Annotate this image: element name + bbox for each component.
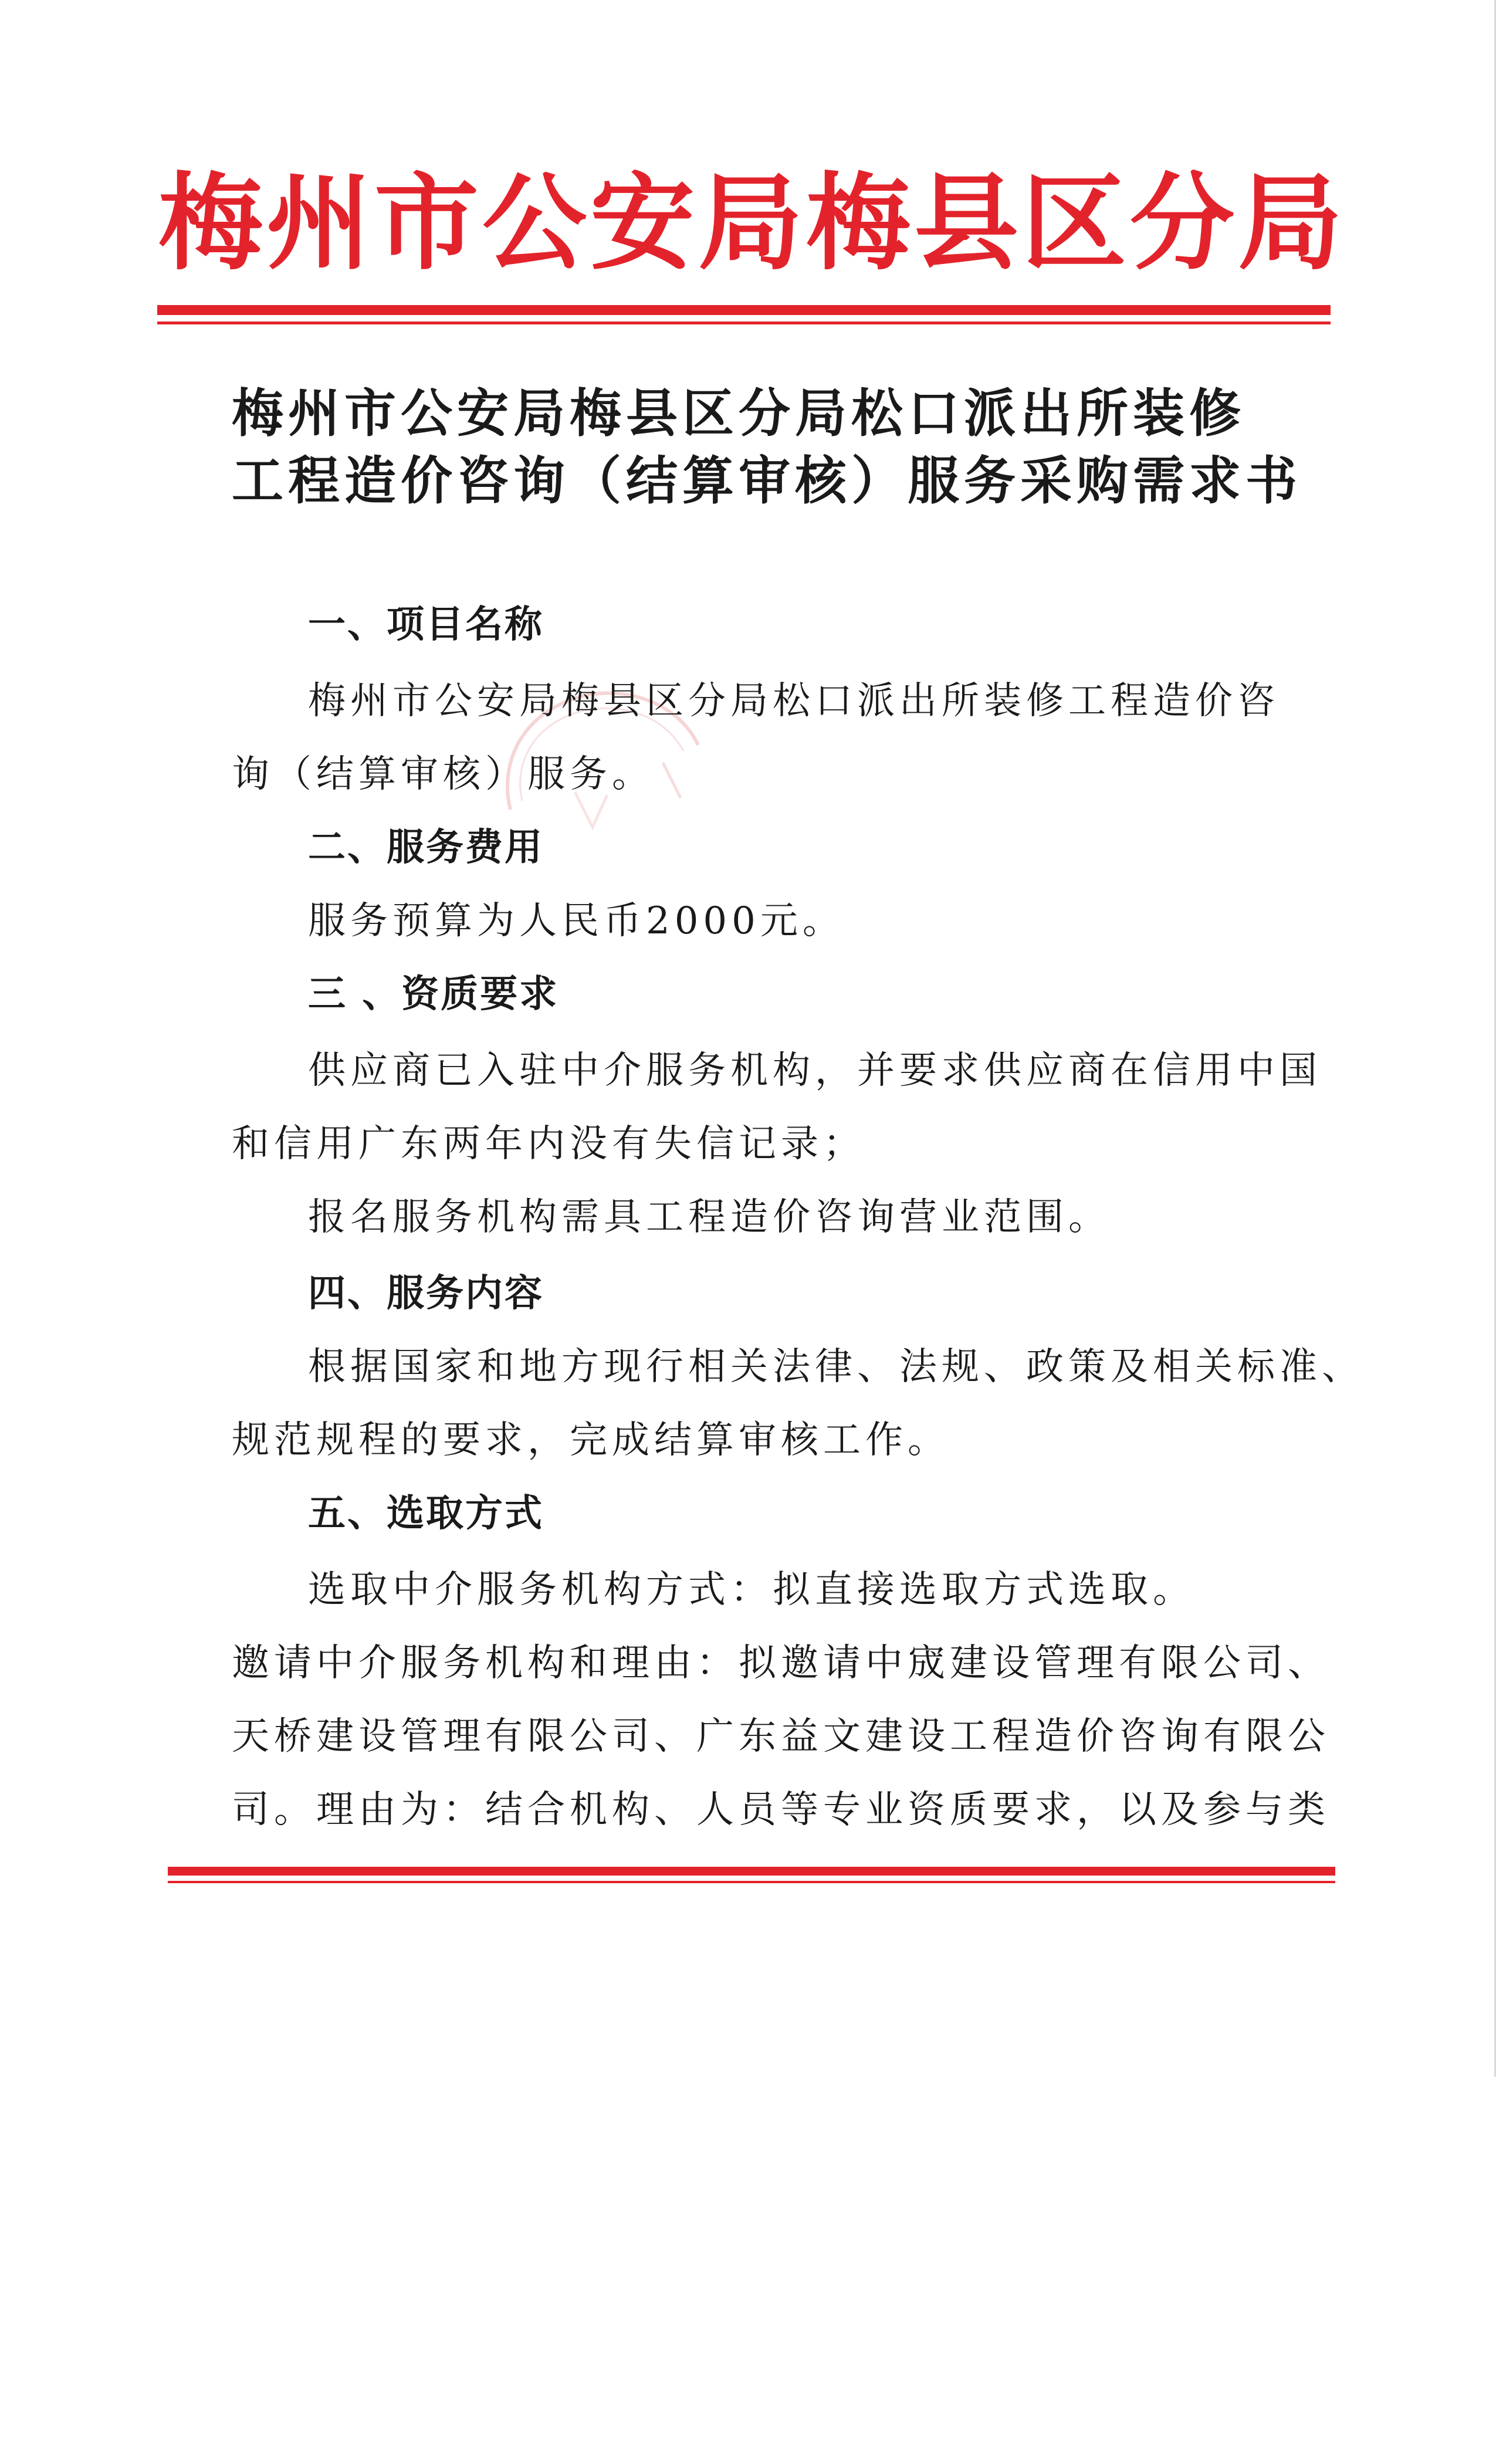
section-5-text-line3: 天桥建设管理有限公司、广东益文建设工程造价咨询有限公: [232, 1715, 1330, 1758]
document-title-line1: 梅州市公安局梅县区分局松口派出所装修: [232, 383, 1246, 444]
section-4-heading: 四、服务内容: [308, 1272, 544, 1315]
section-5-text-line4: 司。理由为：结合机构、人员等专业资质要求，以及参与类: [232, 1788, 1330, 1832]
section-2-heading: 二、服务费用: [308, 826, 544, 869]
section-3-heading: 三 、资质要求: [308, 973, 559, 1016]
blank-area-below-page: [0, 2077, 1496, 2464]
section-1-heading: 一、项目名称: [308, 603, 544, 647]
section-5-text-line1: 选取中介服务机构方式：拟直接选取方式选取。: [308, 1568, 1195, 1612]
document-title-line2: 工程造价咨询（结算审核）服务采购需求书: [232, 451, 1302, 511]
section-4-text-line1: 根据国家和地方现行相关法律、法规、政策及相关标准、: [308, 1345, 1364, 1389]
letterhead-rule-thin: [157, 321, 1331, 324]
footer-rule-thick: [168, 1867, 1335, 1876]
section-5-heading: 五、选取方式: [308, 1492, 544, 1535]
letterhead-rule-thick: [157, 305, 1331, 315]
section-1-text-line2: 询（结算审核）服务。: [232, 753, 654, 796]
section-3-text-line1: 供应商已入驻中介服务机构，并要求供应商在信用中国: [308, 1049, 1322, 1092]
section-3-text-line2: 和信用广东两年内没有失信记录；: [232, 1122, 865, 1166]
section-2-text-line1: 服务预算为人民币2000元。: [308, 899, 845, 943]
letterhead-org-name: 梅州市公安局梅县区分局: [158, 161, 1346, 284]
footer-rule-thin: [168, 1881, 1335, 1883]
section-1-text-line1: 梅州市公安局梅县区分局松口派出所装修工程造价咨: [308, 679, 1280, 723]
section-5-text-line2: 邀请中介服务机构和理由：拟邀请中宬建设管理有限公司、: [232, 1641, 1330, 1685]
section-4-text-line2: 规范规程的要求，完成结算审核工作。: [232, 1419, 950, 1462]
section-3-text-line3: 报名服务机构需具工程造价咨询营业范围。: [308, 1196, 1111, 1239]
